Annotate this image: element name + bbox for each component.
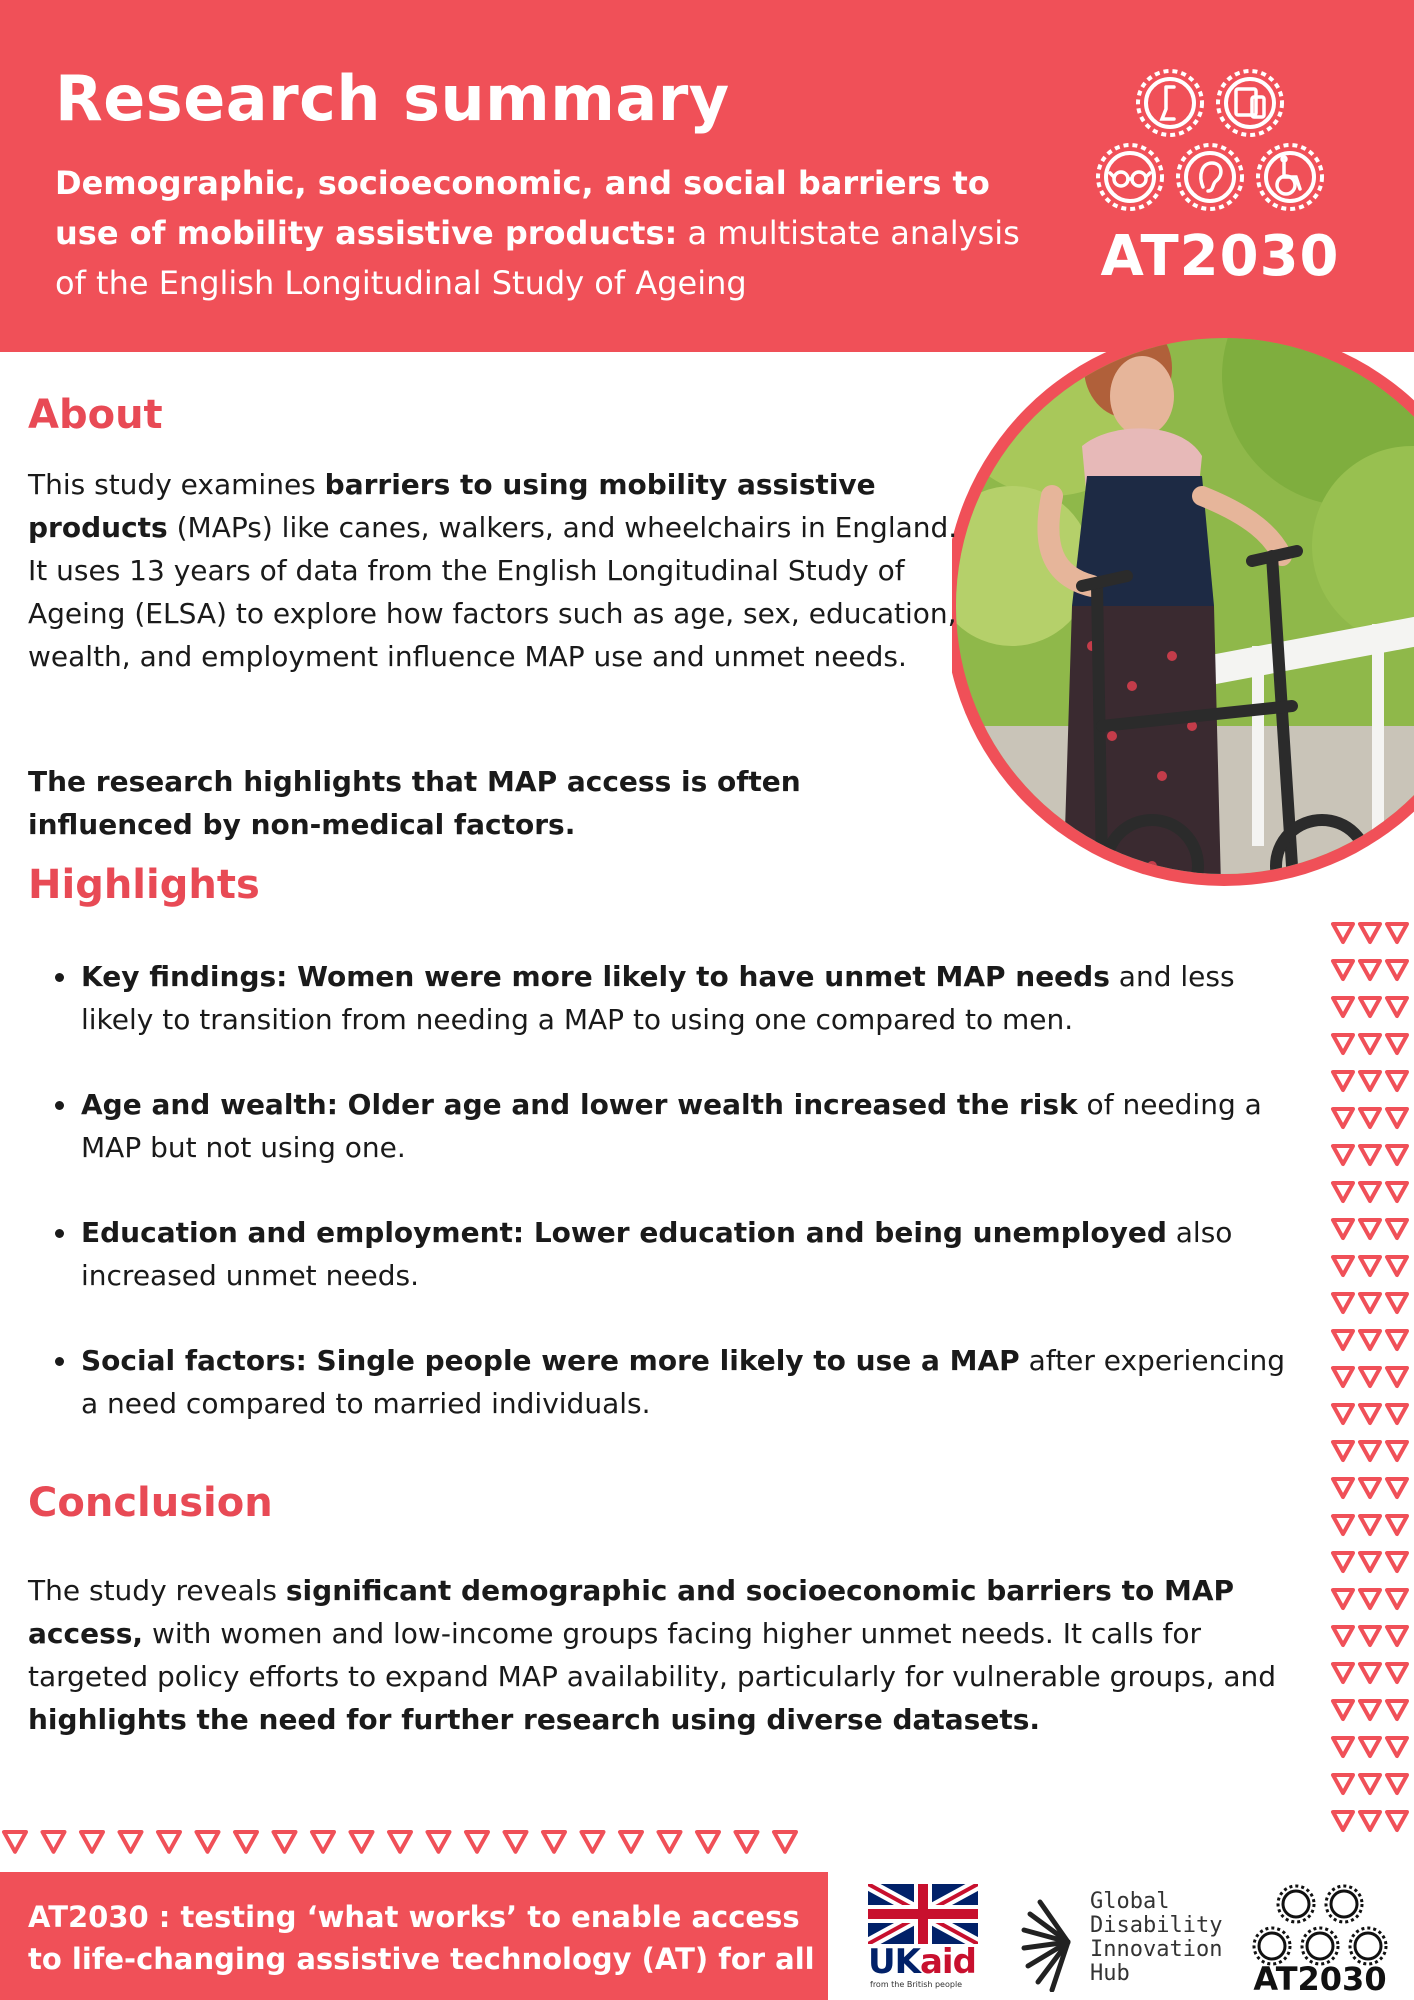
triangle-decoration — [1360, 998, 1380, 1016]
gdi-hub-wordmark — [1090, 1890, 1222, 1986]
triangle-decoration — [1333, 1442, 1353, 1460]
triangle-decoration — [1387, 1627, 1407, 1645]
highlight-bold: Education and employment: Lower education and being unemployed — [81, 1216, 1167, 1249]
triangle-decoration — [1333, 1183, 1353, 1201]
at2030-logo-text: AT2030 — [1100, 224, 1340, 289]
highlight-rest: of needing a MAP but not using one. — [81, 1088, 1262, 1164]
conclusion-text-d: highlights the need for further research using diverse datasets. — [28, 1703, 1041, 1736]
conclusion-text-a: The study reveals — [28, 1574, 286, 1607]
triangle-decoration — [1360, 1368, 1380, 1386]
triangle-decoration — [4, 1832, 26, 1852]
triangle-decoration — [1360, 1146, 1380, 1164]
triangle-decoration — [1387, 1516, 1407, 1534]
highlights-list — [55, 955, 1295, 1467]
triangle-decoration — [1360, 1035, 1380, 1053]
triangle-decoration — [120, 1832, 142, 1852]
triangle-decoration — [1333, 1405, 1353, 1423]
triangle-decoration — [1387, 1664, 1407, 1682]
triangle-decoration — [235, 1832, 257, 1852]
triangle-decoration — [1333, 961, 1353, 979]
triangle-decoration — [1360, 1072, 1380, 1090]
triangle-decoration — [1360, 1442, 1380, 1460]
triangle-decoration — [1360, 1257, 1380, 1275]
triangle-decoration — [1333, 1738, 1353, 1756]
conclusion-text-b: significant demographic and socioeconomic barriers to MAP access, — [28, 1574, 1235, 1650]
conclusion-heading: Conclusion — [28, 1480, 273, 1526]
triangle-decoration — [1333, 1220, 1353, 1238]
subtitle-rest: a multistate analysis of the English Longitudinal Study of Ageing — [55, 214, 1020, 302]
highlight-bold: Age and wealth: Older age and lower wealth increased the risk — [81, 1088, 1078, 1121]
triangle-decoration — [197, 1832, 219, 1852]
triangle-decoration — [1360, 1405, 1380, 1423]
triangle-decoration — [1360, 1812, 1380, 1830]
highlights-heading: Highlights — [28, 862, 260, 908]
conclusion-text-c: with women and low-income groups facing higher unmet needs. It calls for targeted policy efforts to expand MAP availability, particularly for vulnerable groups, and — [28, 1617, 1277, 1693]
gdi-line: Hub — [1090, 1961, 1130, 1986]
page-title: Research summary — [55, 62, 730, 135]
triangle-decoration — [1333, 1701, 1353, 1719]
triangle-decoration — [1333, 1479, 1353, 1497]
triangle-decoration — [1360, 924, 1380, 942]
triangle-decoration — [312, 1832, 334, 1852]
triangle-decoration — [1360, 1479, 1380, 1497]
subtitle-bold: Demographic, socioeconomic, and social barriers to use of mobility assistive products: — [55, 164, 990, 252]
highlight-item — [55, 1083, 1295, 1169]
triangle-decoration — [1360, 1516, 1380, 1534]
about-text-bold: barriers to using mobility assistive products — [28, 468, 876, 544]
highlight-bold: Social factors: Single people were more likely to use a MAP — [81, 1344, 1020, 1377]
triangle-decoration — [1387, 1331, 1407, 1349]
triangle-decoration — [1387, 1553, 1407, 1571]
triangle-decoration — [1387, 1405, 1407, 1423]
triangle-decoration — [1360, 1109, 1380, 1127]
woman-with-walker-photo — [952, 306, 1414, 926]
about-text-c: (MAPs) like canes, walkers, and wheelchairs in England. It uses 13 years of data from the English Longitudinal Study of Ageing (ELSA) to explore how factors such as age, sex, education, wealth, and employment influence MAP use and unmet needs. — [28, 511, 958, 673]
triangle-decoration — [1360, 1775, 1380, 1793]
triangle-decoration — [1387, 1294, 1407, 1312]
header-banner — [0, 0, 1414, 352]
triangle-decoration — [1360, 1701, 1380, 1719]
triangle-decoration — [1333, 1516, 1353, 1534]
prosthetic-leg-icon — [1162, 87, 1174, 119]
highlight-item — [55, 955, 1295, 1041]
triangle-decoration — [1333, 1072, 1353, 1090]
triangle-decoration — [697, 1832, 719, 1852]
triangle-decoration — [1333, 1664, 1353, 1682]
triangle-decoration — [1333, 1775, 1353, 1793]
gdi-line: Innovation — [1090, 1937, 1223, 1962]
triangle-decoration — [1333, 1553, 1353, 1571]
triangle-decoration — [1387, 961, 1407, 979]
triangle-decoration — [1360, 1553, 1380, 1571]
triangle-decoration — [1360, 1294, 1380, 1312]
page-subtitle — [55, 158, 1055, 308]
triangle-decoration — [1333, 1294, 1353, 1312]
triangle-decoration — [620, 1832, 642, 1852]
triangle-decoration — [1360, 1220, 1380, 1238]
gdi-hub-mark-icon — [1020, 1892, 1090, 1992]
side-triangle-pattern — [1325, 918, 1414, 1848]
triangle-decoration — [1387, 1146, 1407, 1164]
triangle-decoration — [1360, 1627, 1380, 1645]
triangle-decoration — [1387, 1812, 1407, 1830]
triangle-decoration — [1360, 1664, 1380, 1682]
triangle-decoration — [81, 1832, 103, 1852]
triangle-decoration — [274, 1832, 296, 1852]
triangle-decoration — [659, 1832, 681, 1852]
about-heading: About — [28, 392, 163, 438]
triangle-decoration — [351, 1832, 373, 1852]
gdi-line: Disability — [1090, 1913, 1223, 1938]
highlight-bold: Key findings: Women were more likely to have unmet MAP needs — [81, 960, 1110, 993]
bottom-triangle-pattern — [0, 1826, 820, 1862]
ukaid-uk: UK — [868, 1942, 920, 1982]
triangle-decoration — [1387, 1701, 1407, 1719]
triangle-decoration — [1387, 998, 1407, 1016]
triangle-decoration — [1333, 1146, 1353, 1164]
triangle-decoration — [1387, 1738, 1407, 1756]
triangle-decoration — [1333, 1627, 1353, 1645]
triangle-decoration — [43, 1832, 65, 1852]
triangle-decoration — [582, 1832, 604, 1852]
triangle-decoration — [1333, 1035, 1353, 1053]
ukaid-aid: aid — [919, 1942, 976, 1982]
triangle-decoration — [1387, 924, 1407, 942]
triangle-decoration — [1333, 998, 1353, 1016]
triangle-decoration — [1333, 1331, 1353, 1349]
triangle-decoration — [543, 1832, 565, 1852]
triangle-decoration — [774, 1832, 796, 1852]
conclusion-paragraph — [28, 1569, 1288, 1741]
triangle-decoration — [1387, 1257, 1407, 1275]
footer-banner — [0, 1872, 828, 2000]
gdi-line: Global — [1090, 1889, 1170, 1914]
triangle-decoration — [1387, 1479, 1407, 1497]
triangle-decoration — [1360, 961, 1380, 979]
at2030-small-logo-text: AT2030 — [1253, 1960, 1387, 1998]
about-paragraph — [28, 463, 968, 678]
about-statement: The research highlights that MAP access is often influenced by non-medical factors. — [28, 765, 801, 841]
highlight-rest: after experiencing a need compared to married individuals. — [81, 1344, 1286, 1420]
partner-logos — [828, 1872, 1414, 2000]
triangle-decoration — [1360, 1331, 1380, 1349]
triangle-decoration — [389, 1832, 411, 1852]
highlight-rest: also increased unmet needs. — [81, 1216, 1233, 1292]
triangle-decoration — [1387, 1109, 1407, 1127]
triangle-decoration — [466, 1832, 488, 1852]
triangle-decoration — [428, 1832, 450, 1852]
triangle-decoration — [1387, 1590, 1407, 1608]
triangle-decoration — [1360, 1590, 1380, 1608]
triangle-decoration — [1333, 1109, 1353, 1127]
triangle-decoration — [1360, 1738, 1380, 1756]
triangle-decoration — [1333, 1368, 1353, 1386]
ukaid-wordmark — [868, 1942, 976, 1982]
triangle-decoration — [736, 1832, 758, 1852]
highlight-item — [55, 1339, 1295, 1425]
triangle-decoration — [1333, 1590, 1353, 1608]
triangle-decoration — [1333, 924, 1353, 942]
triangle-decoration — [1387, 1183, 1407, 1201]
triangle-decoration — [505, 1832, 527, 1852]
triangle-decoration — [1333, 1257, 1353, 1275]
ukaid-subtitle: from the British people — [870, 1980, 963, 1989]
footer-tagline: AT2030 : testing ‘what works’ to enable access to life-changing assistive technology (AT) for all — [28, 1900, 815, 1976]
triangle-decoration — [1333, 1812, 1353, 1830]
triangle-decoration — [1387, 1072, 1407, 1090]
highlight-rest: and less likely to transition from needing a MAP to using one compared to men. — [81, 960, 1235, 1036]
triangle-decoration — [1387, 1442, 1407, 1460]
triangle-decoration — [158, 1832, 180, 1852]
triangle-decoration — [1360, 1183, 1380, 1201]
triangle-decoration — [1387, 1220, 1407, 1238]
triangle-decoration — [1387, 1035, 1407, 1053]
triangle-decoration — [1387, 1368, 1407, 1386]
union-flag-icon — [868, 1884, 978, 1944]
about-text-a: This study examines — [28, 468, 325, 501]
highlight-item — [55, 1211, 1295, 1297]
triangle-decoration — [1387, 1775, 1407, 1793]
